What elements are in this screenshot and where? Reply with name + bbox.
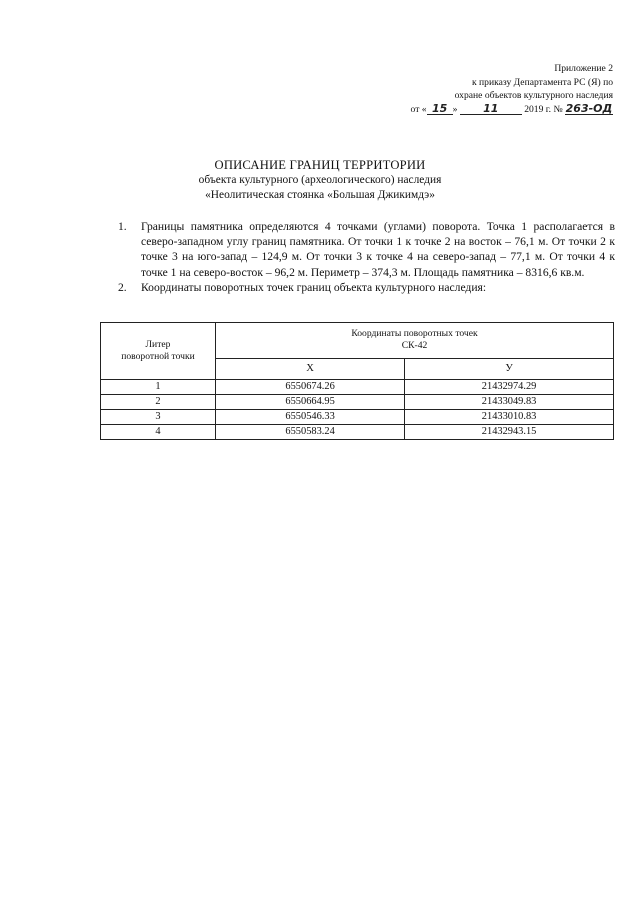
date-day: 15: [427, 103, 453, 115]
list-item: [113, 219, 615, 280]
cell-y: 21433010.83: [405, 410, 614, 425]
coordinates-table: [100, 322, 614, 440]
header-litera-line1: Литер: [145, 339, 171, 350]
date-quote-close: »: [452, 103, 458, 115]
cell-y: 21432974.29: [405, 380, 614, 395]
cell-x: 6550546.33: [216, 410, 405, 425]
date-year: 2019 г. №: [524, 103, 563, 115]
header-group-line2: СК-42: [401, 340, 428, 352]
list-item-number: 1.: [118, 220, 127, 233]
cell-point: 1: [101, 380, 216, 395]
appendix-header: [353, 62, 613, 116]
document-title: ОПИСАНИЕ ГРАНИЦ ТЕРРИТОРИИ: [214, 158, 426, 172]
cell-point: 2: [101, 395, 216, 410]
date-prefix: от «: [410, 103, 427, 115]
cell-x: 6550583.24: [216, 425, 405, 440]
header-group-line1: Координаты поворотных точек: [351, 328, 478, 340]
header-coordinates-group: [216, 323, 614, 359]
header-x: X: [216, 358, 405, 379]
title-block: [0, 157, 640, 202]
appendix-order-ref: к приказу Департамента РС (Я) по: [471, 76, 613, 88]
cell-x: 6550674.26: [216, 380, 405, 395]
list-item-number: 2.: [118, 280, 127, 294]
appendix-department: охране объектов культурного наследия: [454, 90, 613, 102]
header-y: У: [405, 358, 614, 379]
cell-y: 21432943.15: [405, 425, 614, 440]
table-row: [101, 425, 614, 440]
table-row: [101, 410, 614, 425]
table-row: [101, 395, 614, 410]
cell-x: 6550664.95: [216, 395, 405, 410]
header-litera-line2: поворотной точки: [121, 351, 195, 362]
table-header-row: [101, 323, 614, 359]
cell-point: 4: [101, 425, 216, 440]
description-list: [113, 219, 615, 295]
cell-y: 21433049.83: [405, 395, 614, 410]
table-row: [101, 380, 614, 395]
date-month: 11: [460, 103, 522, 115]
header-litera: [101, 323, 216, 380]
boundary-description: Границы памятника определяются 4 точками (углами) поворота. Точка 1 располагается в северо-западном углу границ памятника. От точки 1 к точке 2 на восток – 76,1 м. От точки 2 к точке 3 на юго-запад – 124,9 м. От точки 3 к точке 4 на северо-запад – 77,1 м. От точки 4 к точке 1 на северо-восток – 96,2 м. Периметр – 374,3 м. Площадь памятника – 8316,6 кв.м.: [141, 220, 615, 279]
document-subtitle-object: объекта культурного (археологического) наследия: [198, 174, 442, 186]
cell-point: 3: [101, 410, 216, 425]
appendix-label: Приложение 2: [554, 63, 613, 74]
appendix-date-line: [353, 103, 613, 117]
document-subtitle-name: «Неолитическая стоянка «Большая Джикимдэ»: [205, 188, 435, 201]
order-number: 263-ОД: [565, 101, 613, 115]
list-item: [113, 280, 615, 295]
coordinates-intro: Координаты поворотных точек границ объекта культурного наследия:: [141, 280, 487, 294]
